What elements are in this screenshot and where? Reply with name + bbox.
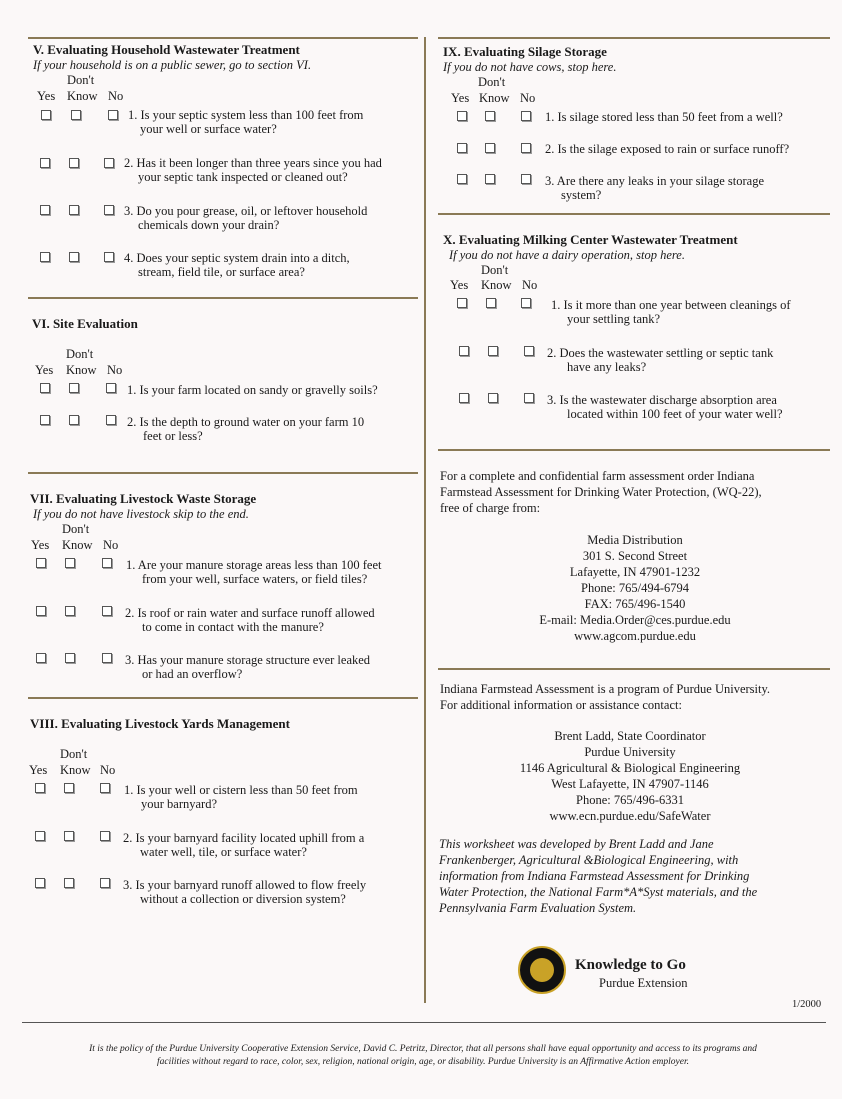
question-line: your barnyard? bbox=[141, 797, 218, 811]
checkbox-yes[interactable] bbox=[35, 831, 45, 841]
checkbox-no[interactable] bbox=[521, 111, 531, 121]
checkbox-no[interactable] bbox=[102, 653, 112, 663]
credit-line: Water Protection, the National Farm*A*Syst materials, and the bbox=[439, 885, 758, 899]
rule-after-s9 bbox=[438, 213, 830, 215]
checkbox-no[interactable] bbox=[521, 174, 531, 184]
order-intro-line: For a complete and confidential farm assessment order Indiana bbox=[440, 469, 755, 483]
checkbox-dont-know[interactable] bbox=[64, 831, 74, 841]
header-yes: Yes bbox=[31, 538, 50, 552]
program-intro-line: For additional information or assistance contact: bbox=[440, 698, 682, 712]
header-yes: Yes bbox=[450, 278, 469, 292]
checkbox-no[interactable] bbox=[100, 831, 110, 841]
checkbox-no[interactable] bbox=[524, 393, 534, 403]
header-dont: Don't bbox=[66, 347, 94, 361]
address-line: Purdue University bbox=[584, 745, 676, 759]
bottom-rule bbox=[22, 1022, 826, 1023]
question-line: 3. Do you pour grease, oil, or leftover household bbox=[124, 204, 368, 218]
address-line: FAX: 765/496-1540 bbox=[584, 597, 686, 611]
address-line: West Lafayette, IN 47907-1146 bbox=[551, 777, 709, 791]
address-line: Lafayette, IN 47901-1232 bbox=[569, 565, 701, 579]
checkbox-yes[interactable] bbox=[36, 653, 46, 663]
checkbox-yes[interactable] bbox=[459, 393, 469, 403]
checkbox-yes[interactable] bbox=[40, 383, 50, 393]
header-dont: Don't bbox=[60, 747, 88, 761]
checkbox-dont-know[interactable] bbox=[69, 205, 79, 215]
question-line: 2. Is roof or rain water and surface runoff allowed bbox=[125, 606, 375, 620]
checkbox-dont-know[interactable] bbox=[65, 606, 75, 616]
checkbox-yes[interactable] bbox=[36, 558, 46, 568]
checkbox-dont-know[interactable] bbox=[488, 346, 498, 356]
question-line: 2. Is your barnyard facility located uphill from a bbox=[123, 831, 365, 845]
question-line: 1. Are your manure storage areas less than 100 feet bbox=[126, 558, 382, 572]
column-divider bbox=[424, 37, 426, 1003]
checkbox-no[interactable] bbox=[106, 415, 116, 425]
question-line: 3. Are there any leaks in your silage storage bbox=[545, 174, 765, 188]
question-line: 2. Is the silage exposed to rain or surface runoff? bbox=[545, 142, 790, 156]
header-yes: Yes bbox=[35, 363, 54, 377]
checkbox-dont-know[interactable] bbox=[485, 111, 495, 121]
header-yes: Yes bbox=[451, 91, 470, 105]
checkbox-yes[interactable] bbox=[36, 606, 46, 616]
order-intro-line: free of charge from: bbox=[440, 501, 541, 515]
credit-line: This worksheet was developed by Brent Ladd and Jane bbox=[439, 837, 714, 851]
section-title: V. Evaluating Household Wastewater Treatment bbox=[33, 42, 300, 57]
checkbox-yes[interactable] bbox=[35, 783, 45, 793]
checkbox-dont-know[interactable] bbox=[65, 653, 75, 663]
question-line: 3. Is your barnyard runoff allowed to flow freely bbox=[123, 878, 367, 892]
header-no: No bbox=[100, 763, 116, 777]
checkbox-yes[interactable] bbox=[40, 415, 50, 425]
top-rule-right bbox=[438, 37, 830, 39]
checkbox-yes[interactable] bbox=[35, 878, 45, 888]
question-line: 2. Does the wastewater settling or septic tank bbox=[547, 346, 774, 360]
rule-after-s7 bbox=[28, 697, 418, 699]
address-line: Brent Ladd, State Coordinator bbox=[554, 729, 706, 743]
checkbox-no[interactable] bbox=[104, 205, 114, 215]
checkbox-yes[interactable] bbox=[459, 346, 469, 356]
checkbox-dont-know[interactable] bbox=[65, 558, 75, 568]
credit-line: information from Indiana Farmstead Assessment for Drinking bbox=[439, 869, 750, 883]
address-line: Media Distribution bbox=[587, 533, 683, 547]
header-dont: Don't bbox=[481, 263, 509, 277]
question-line: or had an overflow? bbox=[142, 667, 243, 681]
checkbox-no[interactable] bbox=[106, 383, 116, 393]
brand-name: Knowledge to Go bbox=[575, 957, 686, 973]
section-subtitle: If you do not have a dairy operation, stop here. bbox=[449, 248, 685, 262]
section-title: VIII. Evaluating Livestock Yards Management bbox=[30, 716, 290, 731]
publication-date: 1/2000 bbox=[792, 999, 822, 1010]
checkbox-no[interactable] bbox=[102, 558, 112, 568]
program-intro bbox=[440, 681, 770, 713]
checkbox-yes[interactable] bbox=[457, 174, 467, 184]
checkbox-dont-know[interactable] bbox=[485, 174, 495, 184]
section-subtitle: If you do not have livestock skip to the end. bbox=[33, 507, 249, 521]
header-dont: Don't bbox=[62, 522, 90, 536]
checkbox-no[interactable] bbox=[104, 158, 114, 168]
address-line: 1146 Agricultural & Biological Engineering bbox=[519, 761, 741, 775]
header-dont: Don't bbox=[67, 73, 95, 87]
section-title: VI. Site Evaluation bbox=[32, 316, 138, 331]
question-line: your settling tank? bbox=[567, 312, 661, 326]
question-line: 1. Is your farm located on sandy or gravelly soils? bbox=[127, 383, 378, 397]
checkbox-yes[interactable] bbox=[40, 205, 50, 215]
checkbox-no[interactable] bbox=[104, 252, 114, 262]
credit-note bbox=[439, 836, 757, 916]
checkbox-yes[interactable] bbox=[457, 298, 467, 308]
header-no: No bbox=[520, 91, 536, 105]
checkbox-yes[interactable] bbox=[40, 158, 50, 168]
question-line: water well, tile, or surface water? bbox=[140, 845, 307, 859]
policy-footer bbox=[20, 1043, 826, 1069]
rule-after-order bbox=[438, 668, 830, 670]
question-line: to come in contact with the manure? bbox=[142, 620, 324, 634]
header-no: No bbox=[108, 89, 124, 103]
credit-line: Pennsylvania Farm Evaluation System. bbox=[439, 901, 637, 915]
credit-line: Frankenberger, Agricultural &Biological Engineering, with bbox=[439, 853, 739, 867]
website-link[interactable]: www.agcom.purdue.edu bbox=[574, 629, 696, 643]
header-know: Know bbox=[67, 89, 98, 103]
header-know: Know bbox=[66, 363, 97, 377]
checkbox-dont-know[interactable] bbox=[488, 393, 498, 403]
question-line: 2. Has it been longer than three years since you had bbox=[124, 156, 382, 170]
checkbox-dont-know[interactable] bbox=[69, 252, 79, 262]
question-line: from your well, surface waters, or field tiles? bbox=[142, 572, 368, 586]
section-title: VII. Evaluating Livestock Waste Storage bbox=[30, 491, 257, 506]
top-rule-left bbox=[28, 37, 418, 39]
question-line: feet or less? bbox=[143, 429, 203, 443]
header-no: No bbox=[522, 278, 538, 292]
question-line: chemicals down your drain? bbox=[138, 218, 280, 232]
checkbox-yes[interactable] bbox=[40, 252, 50, 262]
header-yes: Yes bbox=[37, 89, 56, 103]
header-know: Know bbox=[62, 538, 93, 552]
footer-line: facilities without regard to race, color, sex, religion, national origin, age, or disability. Purdue University is an Affirmative Action employer. bbox=[156, 1057, 690, 1067]
question-line: system? bbox=[561, 188, 602, 202]
header-know: Know bbox=[60, 763, 91, 777]
header-know: Know bbox=[481, 278, 512, 292]
question-line: 3. Is the wastewater discharge absorption area bbox=[547, 393, 777, 407]
header-no: No bbox=[103, 538, 119, 552]
seal-center bbox=[530, 958, 554, 982]
address-line: Phone: 765/496-6331 bbox=[576, 793, 684, 807]
checkbox-dont-know[interactable] bbox=[71, 110, 81, 120]
address-line: Phone: 765/494-6794 bbox=[581, 581, 689, 595]
question-line: 2. Is the depth to ground water on your farm 10 bbox=[127, 415, 365, 429]
question-line: 3. Has your manure storage structure ever leaked bbox=[125, 653, 371, 667]
checkbox-no[interactable] bbox=[524, 346, 534, 356]
question-line: your well or surface water? bbox=[140, 122, 277, 136]
checkbox-dont-know[interactable] bbox=[64, 783, 74, 793]
rule-after-s5 bbox=[28, 297, 418, 299]
rule-after-s10 bbox=[438, 449, 830, 451]
email-link[interactable]: E-mail: Media.Order@ces.purdue.edu bbox=[539, 613, 731, 627]
section-title: X. Evaluating Milking Center Wastewater Treatment bbox=[443, 232, 738, 247]
checkbox-no[interactable] bbox=[100, 878, 110, 888]
checkbox-dont-know[interactable] bbox=[64, 878, 74, 888]
header-dont: Don't bbox=[478, 75, 506, 89]
section-subtitle: If your household is on a public sewer, go to section VI. bbox=[33, 58, 312, 72]
checkbox-dont-know[interactable] bbox=[486, 298, 496, 308]
checkbox-no[interactable] bbox=[521, 298, 531, 308]
checkbox-dont-know[interactable] bbox=[69, 158, 79, 168]
brand-subtitle: Purdue Extension bbox=[599, 976, 688, 990]
checkbox-yes[interactable] bbox=[41, 110, 51, 120]
question-line: 1. Is silage stored less than 50 feet from a well? bbox=[545, 110, 783, 124]
checkbox-dont-know[interactable] bbox=[69, 383, 79, 393]
question-line: 1. Is your septic system less than 100 feet from bbox=[128, 108, 364, 122]
checkbox-dont-know[interactable] bbox=[69, 415, 79, 425]
question-line: 1. Is it more than one year between cleanings of bbox=[551, 298, 791, 312]
checkbox-dont-know[interactable] bbox=[485, 143, 495, 153]
header-know: Know bbox=[479, 91, 510, 105]
checkbox-no[interactable] bbox=[108, 110, 118, 120]
checkbox-yes[interactable] bbox=[457, 111, 467, 121]
question-line: without a collection or diversion system? bbox=[140, 892, 346, 906]
section-subtitle: If you do not have cows, stop here. bbox=[443, 60, 617, 74]
question-line: 4. Does your septic system drain into a ditch, bbox=[124, 251, 350, 265]
header-yes: Yes bbox=[29, 763, 48, 777]
question-line: stream, field tile, or surface area? bbox=[138, 265, 305, 279]
checkbox-no[interactable] bbox=[521, 143, 531, 153]
address-line: 301 S. Second Street bbox=[582, 549, 688, 563]
purdue-extension-seal-logo bbox=[518, 946, 566, 994]
section-title: IX. Evaluating Silage Storage bbox=[443, 44, 607, 59]
rule-after-s6 bbox=[28, 472, 418, 474]
checkbox-yes[interactable] bbox=[457, 143, 467, 153]
order-intro-line: Farmstead Assessment for Drinking Water Protection, (WQ-22), bbox=[440, 485, 762, 499]
checkbox-no[interactable] bbox=[102, 606, 112, 616]
website-link[interactable]: www.ecn.purdue.edu/SafeWater bbox=[549, 809, 711, 823]
footer-line: It is the policy of the Purdue University Cooperative Extension Service, David C. Petritz, Director, that all persons shall have equal opportunity and access to its programs and bbox=[89, 1044, 757, 1054]
header-no: No bbox=[107, 363, 123, 377]
order-intro bbox=[440, 468, 762, 516]
checkbox-no[interactable] bbox=[100, 783, 110, 793]
question-line: have any leaks? bbox=[567, 360, 647, 374]
program-address bbox=[470, 728, 790, 824]
question-line: your septic tank inspected or cleaned out? bbox=[138, 170, 348, 184]
question-line: 1. Is your well or cistern less than 50 feet from bbox=[124, 783, 358, 797]
question-line: located within 100 feet of your water well? bbox=[567, 407, 783, 421]
order-address bbox=[480, 532, 790, 644]
program-intro-line: Indiana Farmstead Assessment is a program of Purdue University. bbox=[440, 682, 771, 696]
